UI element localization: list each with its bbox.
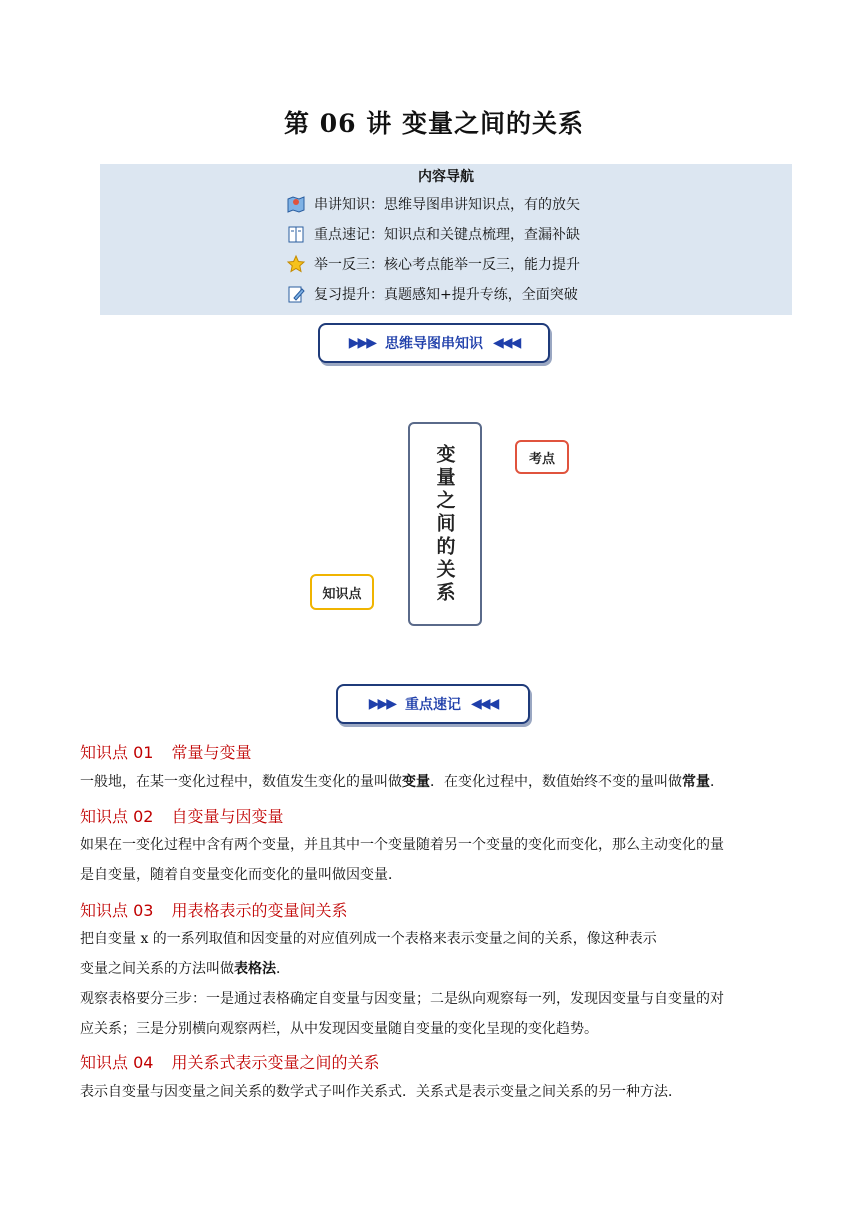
- page-title: 第 06 讲 变量之间的关系: [284, 109, 584, 138]
- text-run: 变量之间关系的方法叫做: [80, 961, 234, 977]
- section-3-paragraph: [80, 924, 792, 1044]
- mindmap-center-node: [408, 422, 482, 626]
- text-line: 应关系；三是分别横向观察两栏，从中发现因变量随自变量的变化呈现的变化趋势。: [80, 1021, 598, 1037]
- nav-row-text: 复习提升：真题感知+提升专练，全面突破: [314, 287, 578, 303]
- section-heading-4: [80, 1050, 379, 1073]
- exam-node: 考点: [515, 440, 569, 474]
- section-title: 用表格表示的变量间关系: [171, 901, 348, 920]
- term-constant: 常量: [682, 774, 710, 790]
- text-line: 表示自变量与因变量之间关系的数学式子叫作关系式．关系式是表示变量之间关系的另一种方法．: [80, 1084, 682, 1100]
- center-node-label: 变量之间的关系: [433, 443, 456, 605]
- text-line: 是自变量，随着自变量变化而变化的量叫做因变量．: [80, 867, 402, 883]
- section-title: 常量与变量: [171, 743, 252, 762]
- section-2-paragraph: [80, 830, 792, 890]
- banner-label: 思维导图串知识: [385, 336, 483, 352]
- section-number: 知识点 02: [80, 807, 154, 826]
- content-navigation: [100, 164, 792, 315]
- section-1-paragraph: [80, 767, 792, 797]
- section-title: 自变量与因变量: [171, 807, 284, 826]
- section-heading-1: [80, 740, 251, 763]
- nav-row-text: 举一反三：核心考点能举一反三，能力提升: [314, 257, 580, 273]
- text-line: [80, 954, 792, 984]
- mindmap-banner: [318, 323, 550, 363]
- section-number: 知识点 03: [80, 901, 154, 920]
- banner-label: 重点速记: [405, 697, 461, 713]
- left-arrows-icon: ◀◀◀: [471, 696, 498, 712]
- section-number: 知识点 01: [80, 743, 154, 762]
- section-4-paragraph: [80, 1077, 792, 1107]
- text-line: 把自变量 x 的一系列取值和因变量的对应值列成一个表格来表示变量之间的关系，像这种表示: [80, 931, 657, 947]
- section-number: 知识点 04: [80, 1053, 154, 1072]
- edit-icon: [286, 284, 306, 304]
- knowledge-node: 知识点: [310, 574, 374, 610]
- term-variable: 变量: [402, 774, 430, 790]
- star-icon: [286, 254, 306, 274]
- nav-row-keypoints: [286, 222, 580, 246]
- text-line: 观察表格要分三步：一是通过表格确定自变量与因变量；二是纵向观察每一列，发现因变量与自变量的对: [80, 991, 724, 1007]
- map-icon: [286, 194, 306, 214]
- nav-row-review: [286, 282, 578, 306]
- right-arrows-icon: ▶▶▶: [348, 335, 375, 351]
- text-run: ．: [276, 961, 290, 977]
- nav-row-examples: [286, 252, 580, 276]
- section-title: 用关系式表示变量之间的关系: [171, 1053, 380, 1072]
- section-heading-3: [80, 898, 347, 921]
- text-run: 一般地，在某一变化过程中，数值发生变化的量叫做: [80, 774, 402, 790]
- nav-row-lecture: [286, 192, 580, 216]
- text-run: ．在变化过程中，数值始终不变的量叫做: [430, 774, 682, 790]
- term-table-method: 表格法: [234, 961, 276, 977]
- nav-heading: 内容导航: [418, 169, 474, 185]
- nav-row-text: 重点速记：知识点和关键点梳理，查漏补缺: [314, 227, 580, 243]
- section-heading-2: [80, 804, 283, 827]
- book-icon: [286, 224, 306, 244]
- text-line: 如果在一变化过程中含有两个变量，并且其中一个变量随着另一个变量的变化而变化，那么主动变化的量: [80, 837, 724, 853]
- keypoints-banner: [336, 684, 530, 724]
- left-arrows-icon: ◀◀◀: [493, 335, 520, 351]
- nav-row-text: 串讲知识：思维导图串讲知识点，有的放矢: [314, 197, 580, 213]
- right-arrows-icon: ▶▶▶: [368, 696, 395, 712]
- text-run: ．: [710, 774, 724, 790]
